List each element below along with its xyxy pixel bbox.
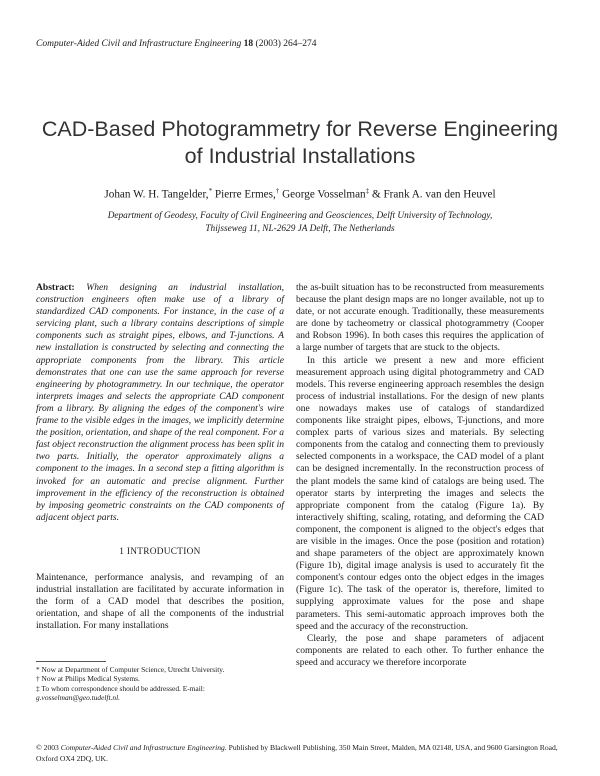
title-line-1: CAD-Based Photogrammetry for Reverse Engineering (41, 117, 559, 141)
year: (2003) (255, 39, 281, 49)
author-1: Johan W. H. Tangelder, (104, 188, 209, 201)
footnote-3-text: ‡ To whom correspondence should be addressed. E-mail: (36, 683, 205, 693)
abstract-label: Abstract: (36, 282, 75, 293)
author-2: Pierre Ermes, (214, 188, 276, 201)
affiliation-line-1: Department of Geodesy, Faculty of Civil Engineering and Geosciences, Delft University of Technology, (107, 211, 493, 221)
abstract (36, 282, 284, 524)
copyright-publisher: Published by Blackwell Publishing, 350 Main Street, Malden, MA 02148, USA, and 9600 Garsington Road, Oxford OX4 2DQ, UK. (36, 743, 558, 763)
footnote-2: † Now at Philips Medical Systems. (36, 674, 140, 684)
body-paragraph-2: In this article we present a new and more efficient measurement approach using digital photogrammetry and CAD models. This reverse engineering approach resembles the design process of industrial installations. For the design of new plants one nowadays makes use of catalogs of standardized components like straight pipes, elbows, T-junctions, and more complex parts of various sizes and materials. By selecting components from the catalog and connecting them to previously selected components in a workspace, the CAD model of a plant can be designed incrementally. In the reconstruction process of the plant models the same kind of catalogs are being used. The operator starts by interpreting the images and selects the appropriate component from the catalog (Figure 1a). By interactively shifting, scaling, rotating, and deforming the CAD component, the component is aligned to the object's edges that are visible in the images. Once the pose (position and rotation) and shape parameters of the object are approximately known (Figure 1b), digital image analysis is used to accurately fit the component's contour edges onto the object edges in the images (Figure 1c). The task of the operator is, therefore, limited to supplying approximate values for the pose and shape parameters. This semi-automatic approach improves both the speed and the accuracy of the reconstruction. (296, 354, 544, 632)
body-paragraph-3: Clearly, the pose and shape parameters of adjacent components are related to each other. To further enhance the speed and accuracy we therefore incorporate (296, 632, 544, 668)
copyright-journal: Computer-Aided Civil and Infrastructure Engineering. (60, 743, 227, 752)
author-3: George Vosselman (282, 188, 366, 201)
footnote-3 (36, 684, 284, 703)
author-1-mark: * (208, 187, 213, 195)
section-heading: 1 INTRODUCTION (119, 546, 201, 557)
affiliation-line-2: Thijsseweg 11, NL-2629 JA Delft, The Netherlands (205, 224, 395, 234)
page-range: 264–274 (283, 39, 317, 49)
right-column (296, 282, 544, 669)
copyright-prefix: © 2003 (36, 743, 59, 752)
volume-number: 18 (243, 39, 254, 49)
body-paragraph-1: the as-built situation has to be reconstructed from measurements because the plant design maps are no longer available, not up to date, or not accurate enough. Traditionally, these measurements are done by tacheometry or classical photogrammetry (Cooper and Robson 1996). In both cases this requires the application of a large number of targets that are stuck to the objects. (296, 282, 544, 354)
copyright-notice (36, 743, 566, 764)
footnotes (36, 661, 284, 703)
title-line-2: of Industrial Installations (184, 144, 416, 168)
journal-name: Computer-Aided Civil and Infrastructure Engineering (36, 39, 242, 49)
affiliation (0, 210, 600, 236)
author-list (0, 187, 600, 201)
footnote-1: * Now at Department of Computer Science, Utrecht University. (36, 665, 225, 674)
paper-title (0, 116, 600, 170)
abstract-text: When designing an industrial installation, construction engineers often make use of a library of standardized CAD components. For instance, in the case of a servicing plant, such a library contains descriptions of simple components such as straight pipes, elbows, and T-junctions. A new installation is constructed by selecting and connecting the appropriate components from the library. This article demonstrates that one can use the same approach for reverse engineering by photogrammetry. In our technique, the operator interprets images and selects the appropriate CAD component from a library. By aligning the edges of the component's wire frame to the visible edges in the images, we implicitly determine the position, orientation, and shape of the real component. For a fast object reconstruction the alignment process has been split in two parts. Initially, the operator approximately aligns a component to the images. In a second step a fitting algorithm is invoked for an automatic and precise alignment. Further improvement in the efficiency of the reconstruction is obtained by imposing geometric constraints on the CAD components of adjacent object parts. (36, 282, 284, 523)
author-2-mark: † (275, 187, 280, 195)
footnote-rule (36, 661, 106, 662)
intro-paragraph: Maintenance, performance analysis, and revamping of an industrial installation are facilitated by accurate information in the form of a CAD model that describes the position, orientation, and shape of all the components of the industrial installation. For many installations (36, 571, 284, 632)
running-head (36, 39, 316, 49)
author-4: & Frank A. van den Heuvel (371, 188, 496, 201)
author-3-mark: ‡ (365, 187, 370, 195)
correspondence-email[interactable]: g.vosselman@geo.tudelft.nl. (36, 693, 120, 703)
left-column (36, 282, 284, 632)
